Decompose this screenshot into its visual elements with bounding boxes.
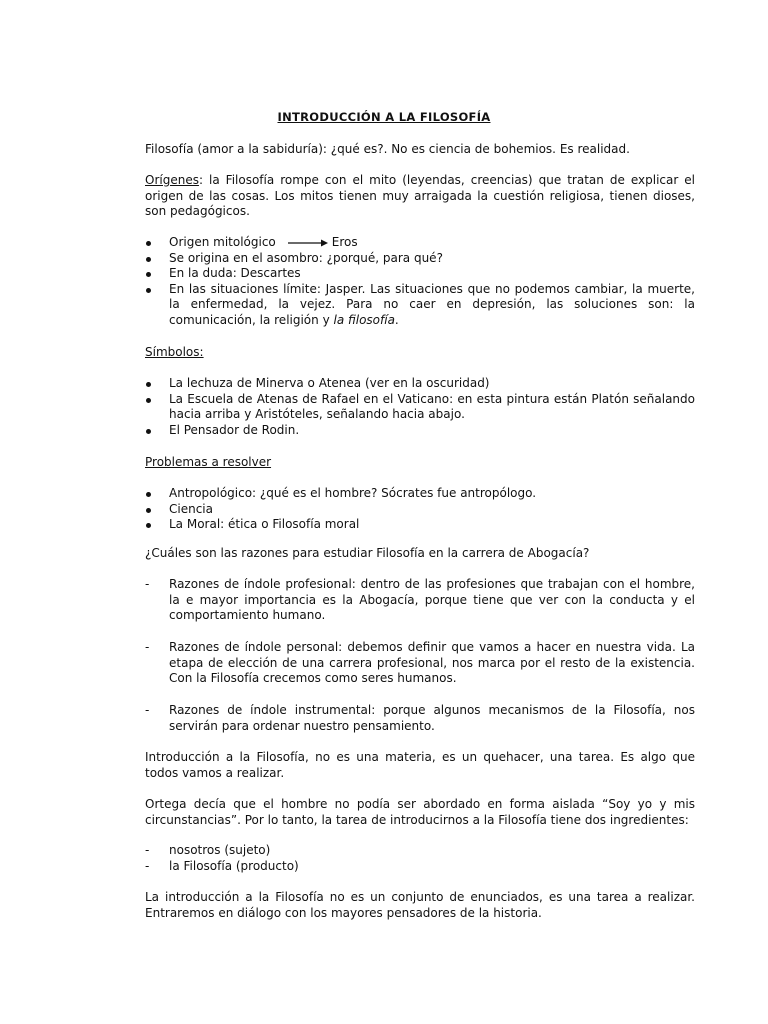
bullet-icon: [146, 508, 151, 513]
bullet-icon: [146, 429, 151, 434]
bullet-icon: [146, 492, 151, 497]
arrow-right-icon: [288, 238, 328, 248]
list-item: En las situaciones límite: Jasper. Las situaciones que no podemos cambiar, la muerte, la enfermedad, la vejez. Para no caer en depresión, las soluciones son: la comunicación, la religión y la filosofía.: [145, 282, 695, 329]
ingredientes-list: [145, 843, 695, 874]
razones-list-1: [145, 577, 695, 624]
origin-list: [145, 235, 695, 328]
dash-marker: -: [145, 843, 150, 857]
list-item: - Razones de índole personal: debemos definir que vamos a hacer en nuestra vida. La etapa de elección de una carrera profesional, nos marca por el resto de la existencia. Con la Filosofía crecemos como seres humanos.: [145, 640, 695, 685]
para-final: La introducción a la Filosofía no es un conjunto de enunciados, es una tarea a realizar. Entraremos en diálogo con los mayores pensadores de la historia.: [145, 890, 695, 920]
list-item: - nosotros (sujeto): [145, 843, 271, 857]
list-item: En la duda: Descartes: [145, 266, 695, 282]
origenes-text: : la Filosofía rompe con el mito (leyendas, creencias) que tratan de explicar el origen de las cosas. Los mitos tienen muy arraigada la cuestión religiosa, tienen dioses, son pedagógicos.: [145, 173, 695, 218]
list-item: - Razones de índole profesional: dentro de las profesiones que trabajan con el hombre, la e mayor importancia es la Abogacía, porque tiene que ver con la conducta y el comportamiento humano.: [145, 577, 695, 622]
list-item: Antropológico: ¿qué es el hombre? Sócrates fue antropólogo.: [145, 486, 695, 502]
dash-marker: -: [145, 858, 150, 873]
para-intro: Introducción a la Filosofía, no es una materia, es un quehacer, una tarea. Es algo que todos vamos a realizar.: [145, 750, 695, 780]
list-item: El Pensador de Rodin.: [145, 423, 695, 439]
razones-list-2: [145, 640, 695, 687]
dash-marker: -: [145, 640, 150, 654]
intro-text: Filosofía (amor a la sabiduría): ¿qué es?. No es ciencia de bohemios. Es realidad.: [145, 142, 630, 156]
bullet-icon: [146, 241, 151, 246]
bullet-icon: [146, 382, 151, 387]
list-item: - la Filosofía (producto): [145, 858, 299, 873]
list-item: Se origina en el asombro: ¿porqué, para qué?: [145, 251, 695, 267]
list-item: La lechuza de Minerva o Atenea (ver en la oscuridad): [145, 376, 695, 392]
problemas-list: [145, 486, 695, 533]
bullet-icon: [146, 257, 151, 262]
dash-marker: -: [145, 577, 150, 591]
simbolos-list: [145, 376, 695, 438]
bullet-icon: [146, 272, 151, 277]
razones-list-3: [145, 703, 695, 734]
bullet-icon: [146, 398, 151, 403]
bullet-icon: [146, 523, 151, 528]
list-item: Ciencia: [145, 502, 695, 518]
simbolos-heading: Símbolos:: [145, 345, 204, 359]
dash-marker: -: [145, 703, 150, 717]
problemas-heading: Problemas a resolver: [145, 455, 272, 469]
question-paragraph: ¿Cuáles son las razones para estudiar Filosofía en la carrera de Abogacía?: [145, 546, 590, 560]
intro-paragraph: [145, 142, 695, 158]
origenes-paragraph: [145, 173, 695, 220]
bullet-icon: [146, 288, 151, 293]
document-title: INTRODUCCIÓN A LA FILOSOFÍA: [277, 110, 491, 124]
list-item: La Escuela de Atenas de Rafael en el Vaticano: en esta pintura están Platón señalando hacia arriba y Aristóteles, señalando hacia abajo.: [145, 392, 695, 423]
list-item: Origen mitológico Eros: [145, 235, 695, 251]
list-item: - Razones de índole instrumental: porque algunos mecanismos de la Filosofía, nos servirán para ordenar nuestro pensamiento.: [145, 703, 695, 733]
origenes-label: Orígenes: [145, 173, 199, 187]
list-item: La Moral: ética o Filosofía moral: [145, 517, 695, 533]
para-ortega: Ortega decía que el hombre no podía ser abordado en forma aislada “Soy yo y mis circunstancias”. Por lo tanto, la tarea de introducirnos a la Filosofía tiene dos ingredientes:: [145, 797, 695, 827]
